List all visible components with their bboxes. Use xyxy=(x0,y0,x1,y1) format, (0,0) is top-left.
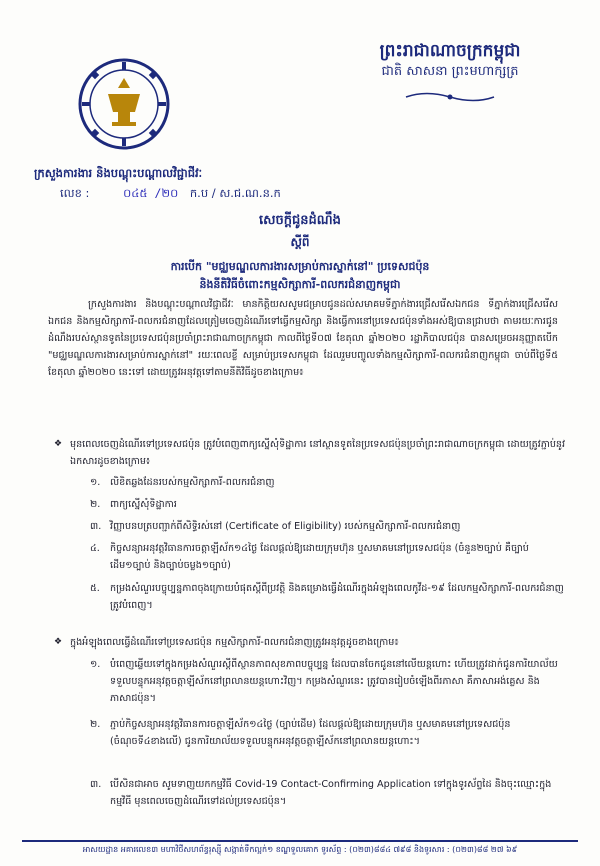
diamond-bullet-icon: ❖ xyxy=(54,439,63,449)
item-number: ៣. xyxy=(90,521,102,532)
list-item xyxy=(90,474,566,491)
ref-number: ០៤៥ /២០ xyxy=(123,186,179,200)
list-item xyxy=(90,776,566,810)
item-text: ភ្ជាប់កិច្ចសន្យាអនុវត្តវិធានការចត្តាឡីស័ក១៤ថ្ងៃ (ច្បាប់ដើម) ដែលផ្តល់ឱ្យដោយក្រុមហ៊ុន ឬសមាគមនៅប្រទេសជប៉ុន (ចំណុចទី៤ខាងលើ) ជូនការិយាល័យទទួលបន្ទុកអនុវត្តចត្តាឡីស័កនៅព្រលានយន្តហោះ។ xyxy=(110,719,511,747)
list-item xyxy=(90,580,566,614)
item-text: ពាក្យស្នើសុំទិដ្ឋាការ xyxy=(110,499,177,510)
item-number: ៣. xyxy=(90,779,102,790)
item-number: ៥. xyxy=(90,583,100,594)
footer-divider xyxy=(22,840,578,842)
ministry-name: ក្រសួងការងារ និងបណ្តុះបណ្តាលវិជ្ជាជីវៈ xyxy=(34,166,203,180)
ornament-divider xyxy=(402,90,498,104)
subject-line-1: ការបើក "មជ្ឈមណ្ឌលការងារសម្រាប់ការស្នាក់នៅ" ប្រទេសជប៉ុន xyxy=(170,260,430,273)
paragraph-1: ក្រសួងការងារ និងបណ្តុះបណ្តាលវិជ្ជាជីវៈ មានកិត្តិយសសូមជម្រាបជូនដល់សមាគមទីភ្នាក់ងារជ្រើសរើសឯកជន ទីភ្នាក់ងារជ្រើសរើសឯកជន និងកម្មសិក្សាការី-ពលករជំនាញដែលត្រៀមចេញដំណើរទៅធ្វើកម្មសិក្សា និងធ្វើការនៅប្រទេសជប៉ុនទាំងអស់ឱ្យបានជ្រាបថា តាមរយៈការជូនដំណឹងរបស់ស្ថានទូតនៃប្រទេសជប៉ុនប្រចាំព្រះរាជាណាចក្រកម្ពុជា កាលពីថ្ងៃទី០៧ ខែតុលា ឆ្នាំ២០២០ រដ្ឋាភិបាលជប៉ុន បានសម្រេចអនុញ្ញាតបើក "មជ្ឈមណ្ឌលការងារសម្រាប់ការស្នាក់នៅ" រយៈពេលខ្លី សម្រាប់ប្រទេសកម្ពុជា ដែលរួមបញ្ចូលទាំងកម្មសិក្សាការី-ពលករជំនាញកម្ពុជា ចាប់ពីថ្ងៃទី៥ ខែតុលា ឆ្នាំ២០២០ នេះទៅ ដោយត្រូវអនុវត្តទៅតាមនីតិវិធីដូចខាងក្រោម៖ xyxy=(48,299,558,378)
bullet-2-text: ក្នុងអំឡុងពេលធ្វើដំណើរទៅប្រទេសជប៉ុន កម្មសិក្សាការី-ពលករជំនាញត្រូវអនុវត្តដូចខាងក្រោម៖ xyxy=(70,637,399,648)
item-number: ២. xyxy=(90,719,101,730)
item-text: បើសិនជាអាច សូមទាញយកកម្មវិធី Covid-19 Contact-Confirming Application ទៅក្នុងទូរស័ព្ទដៃ និងចុះឈ្មោះក្នុងកម្មវិធី មុនពេលចេញដំណើរទៅដល់ប្រទេសជប៉ុន។ xyxy=(110,779,552,807)
notice-subject xyxy=(0,258,600,294)
item-number: ២. xyxy=(90,499,101,510)
item-number: ១. xyxy=(90,659,101,670)
item-number: ៤. xyxy=(90,543,100,554)
notice-title: សេចក្តីជូនដំណឹង xyxy=(259,213,341,228)
kingdom-title: ព្រះរាជាណាចក្រកម្ពុជា xyxy=(379,41,521,61)
bullet-during-travel xyxy=(54,634,570,651)
item-number: ១. xyxy=(90,477,101,488)
item-text: បំពេញឆ្លើយទៅក្នុងកម្រងសំណួរស្តីពីស្ថានភាពសុខភាពបច្ចុប្បន្ន ដែលបានចែកជូននៅលើយន្តហោះ ហើយត្រូវដាក់ជូនការិយាល័យទទួលបន្ទុកអនុវត្តចត្តាឡីស័កនៅព្រលានយន្តហោះវិញ។ កម្រងសំណួរនេះ ត្រូវបានរៀបចំឡើងពីរភាសា គឺភាសាអង់គ្លេស និងភាសាជប៉ុន។ xyxy=(110,659,558,704)
item-text: កិច្ចសន្យាអនុវត្តវិធានការចត្តាឡីស័ក១៤ថ្ងៃ ដែលផ្តល់ឱ្យដោយក្រុមហ៊ុន ឬសមាគមនៅប្រទេសជប៉ុន (ចំនួន២ច្បាប់ គឺច្បាប់ដើម១ច្បាប់ និងច្បាប់ចម្លង១ច្បាប់) xyxy=(110,543,529,571)
list-item xyxy=(90,716,566,750)
bullet-1-text: មុនពេលចេញដំណើរទៅប្រទេសជប៉ុន ត្រូវបំពេញពាក្យស្នើសុំទិដ្ឋាការ នៅស្ថានទូតនៃប្រទេសជប៉ុនប្រចាំព្រះរាជាណាចក្រកម្ពុជា ដោយត្រូវភ្ជាប់នូវឯកសារដូចខាងក្រោម៖ xyxy=(70,439,566,467)
item-text: លិខិតឆ្លងដែនរបស់កម្មសិក្សាការី-ពលករជំនាញ xyxy=(110,477,275,488)
list-item xyxy=(90,540,566,574)
subject-line-2: និងនីតិវិធីចំពោះកម្មសិក្សាការី-ពលករជំនាញកម្ពុជា xyxy=(199,278,401,291)
kingdom-header xyxy=(300,40,600,82)
list-item xyxy=(90,518,566,535)
notice-subtitle: ស្តីពី xyxy=(290,235,310,249)
list-item xyxy=(90,656,566,707)
footer-address: អាសយដ្ឋាន អគារលេខ៣ មហាវិថីសហព័ន្ធរុស្ស៊ី សង្កាត់ទឹកល្អក់១ ខណ្ឌទួលគោក ទូរស័ព្ទ : (០២៣)៨៨៤ ៧៩៨ និងទូរសារ : (០២៣)៨៨ ២៧ ៦៩ xyxy=(82,845,518,854)
intro-paragraph xyxy=(48,296,558,385)
ministry-logo xyxy=(78,58,170,150)
ref-suffix: ក.ប / ស.ជ.ណ.ន.ក xyxy=(189,186,281,200)
item-text: កម្រងសំណួរបច្ចុប្បន្នភាពចុងក្រោយបំផុតស្តីពីប្រវត្តិ និងគម្រោងធ្វើដំណើរក្នុងអំឡុងពេលកូវីដ-១៩ ដែលកម្មសិក្សាការី-ពលករជំនាញ ត្រូវបំពេញ។ xyxy=(110,583,564,611)
item-text: វិញ្ញាបនបត្របញ្ជាក់ពីសិទ្ធិរស់នៅ (Certificate of Eligibility) របស់កម្មសិក្សាការី-ពលករជំនាញ xyxy=(110,521,461,532)
list-item xyxy=(90,496,566,513)
reference-number xyxy=(60,186,281,203)
ref-label: លេខ : xyxy=(60,186,90,200)
national-motto: ជាតិ សាសនា ព្រះមហាក្សត្រ xyxy=(381,64,519,79)
bullet-before-departure xyxy=(54,436,570,470)
diamond-bullet-icon: ❖ xyxy=(54,637,63,647)
